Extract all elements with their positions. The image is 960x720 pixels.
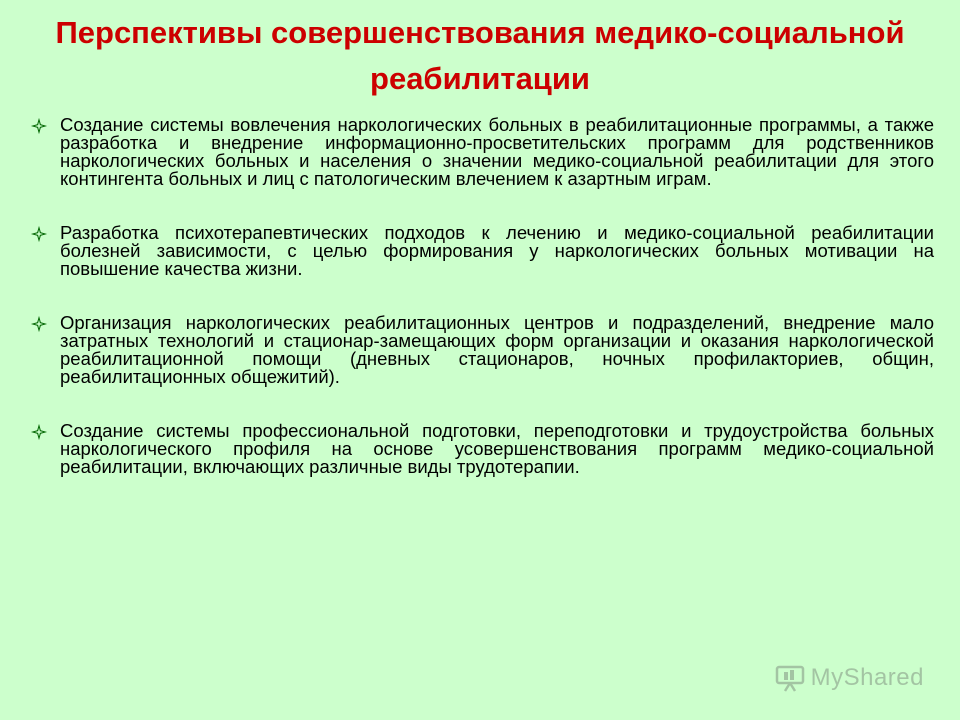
bullet-text: Организация наркологических реабилитационных центров и подразделений, внедрение мало затратных технологий и стационар-замещающих форм организации и оказания наркологической реабилитационной помощи (дневных стационаров, ночных профилакториев, общин, реабилитационных общежитий). (60, 312, 934, 387)
bullet-item (30, 314, 934, 386)
bullet-item (30, 116, 934, 188)
slide-title: Перспективы совершенствования медико-социальной реабилитации (55, 15, 905, 96)
bullet-text: Создание системы профессиональной подготовки, переподготовки и трудоустройства больных наркологического профиля на основе усовершенствования программ медико-социальной реабилитации, включающих различные виды трудотерапии. (60, 420, 934, 477)
diamond-bullet-icon (30, 225, 48, 243)
bullet-item (30, 224, 934, 278)
bullet-text: Создание системы вовлечения наркологических больных в реабилитационные программы, а также разработка и внедрение информационно-просветительских программ для родственников наркологических больных и населения о значении медико-социальной реабилитации для этого контингента больных и лиц с патологическим влечением к азартным играм. (60, 114, 934, 189)
diamond-bullet-icon (30, 315, 48, 333)
watermark (775, 664, 924, 692)
diamond-bullet-icon (30, 423, 48, 441)
bullet-list (30, 116, 934, 512)
bullet-item (30, 422, 934, 476)
presentation-icon (775, 664, 805, 692)
bullet-text: Разработка психотерапевтических подходов к лечению и медико-социальной реабилитации болезней зависимости, с целью формирования у наркологических больных мотивации на повышение качества жизни. (60, 222, 934, 279)
diamond-bullet-icon (30, 117, 48, 135)
watermark-text: MyShared (810, 664, 924, 691)
